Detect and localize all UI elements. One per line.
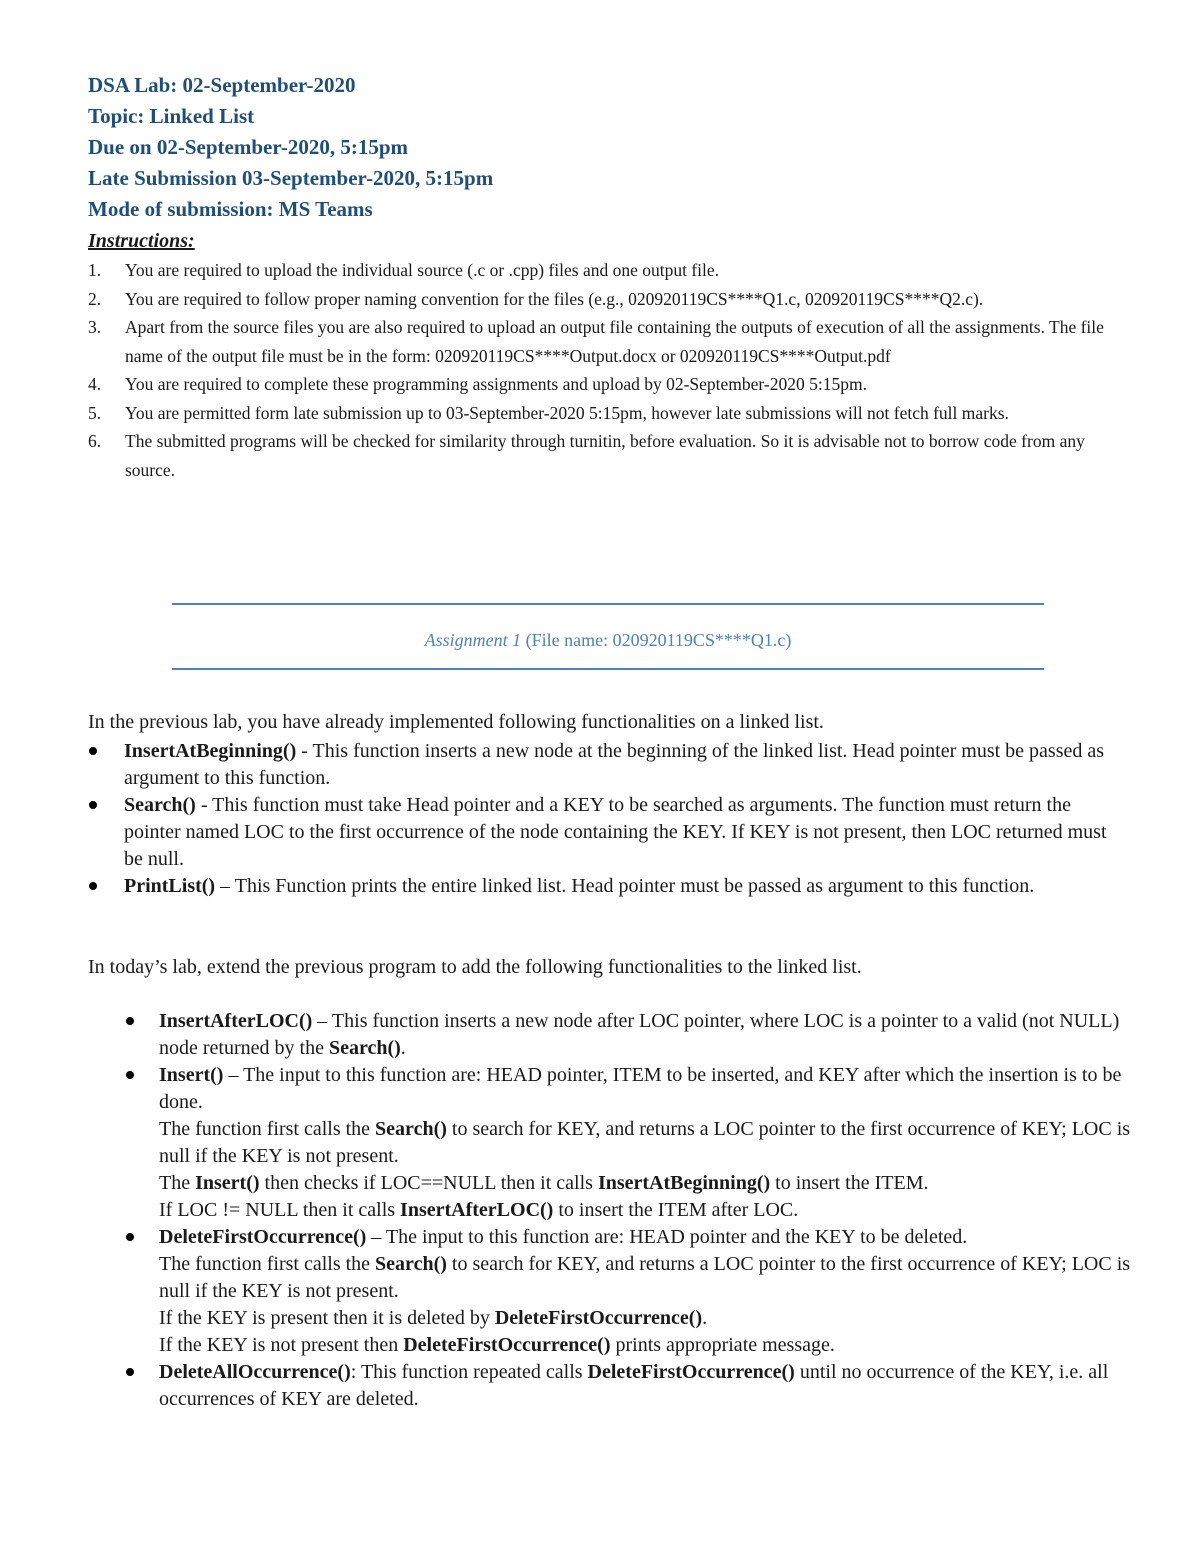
function-name: InsertAtBeginning() [124,740,297,762]
bullet-icon [126,1017,134,1025]
function-description: If the KEY is not present then [159,1334,404,1356]
bullet-icon [89,801,97,809]
assignment-label: Assignment 1 [424,630,522,650]
function-description: – The input to this function are: HEAD pointer and the KEY to be deleted. [366,1226,968,1248]
assignment-title [172,626,1044,654]
bullet-icon [126,1233,134,1241]
previous-intro: In the previous lab, you have already implemented following functionalities on a linked list. [88,711,824,733]
instruction-number: 6. [88,431,102,451]
instruction-number: 4. [88,374,102,394]
function-reference: DeleteFirstOccurrence() [494,1307,703,1329]
instruction-item [88,285,1128,314]
function-description: . [400,1037,406,1059]
function-description: If LOC != NULL then it calls [159,1199,401,1221]
function-description: until no occurrence of the KEY, i.e. all occurrences of KEY are deleted. [159,1361,1109,1410]
lab-topic: Topic: Linked List [88,104,255,128]
function-description: – The input to this function are: HEAD pointer, ITEM to be inserted, and KEY after which the insertion is to be done. [159,1064,1122,1113]
function-name: PrintList() [124,875,216,897]
function-name: InsertAfterLOC() [159,1010,313,1032]
function-name: DeleteFirstOccurrence() [159,1226,367,1248]
function-reference: Search() [375,1118,447,1140]
instruction-number: 5. [88,402,102,423]
function-description: – This Function prints the entire linked list. Head pointer must be passed as argument to this function. [215,875,1035,897]
instruction-item [88,427,1128,484]
list-item [124,1224,1134,1359]
function-line [159,1116,1134,1170]
instructions-list [88,256,1128,484]
function-description: to search for KEY, and returns a LOC pointer to the first occurrence of KEY; LOC is null if the KEY is not present. [159,1118,1131,1167]
instruction-item [88,370,1128,399]
instruction-item [88,256,1128,285]
instruction-item [88,399,1128,428]
function-description: to search for KEY, and returns a LOC pointer to the first occurrence of KEY; LOC is null if the KEY is not present. [159,1253,1131,1302]
function-line [159,1197,1134,1224]
instructions-heading: Instructions: [88,230,195,252]
lab-header [88,70,493,225]
function-reference: InsertAfterLOC() [400,1199,554,1221]
instruction-text: You are required to follow proper naming convention for the files (e.g., 020920119CS****Q1.c, 020920119CS****Q2.c). [125,288,984,309]
function-description: - This function inserts a new node at the beginning of the linked list. Head pointer must be passed as argument to this function. [124,740,1105,789]
function-name: Insert() [159,1064,224,1086]
function-name: Search() [124,794,196,816]
bullet-icon [126,1368,134,1376]
submission-mode: Mode of submission: MS Teams [88,197,373,221]
list-item [88,738,1128,792]
list-item [124,1008,1134,1062]
assignment-filename: (File name: 020920119CS****Q1.c) [525,630,792,650]
divider-bottom [172,668,1044,670]
function-description: to insert the ITEM after LOC. [553,1199,799,1221]
instruction-item [88,313,1128,370]
function-reference: InsertAtBeginning() [597,1172,771,1194]
bullet-icon [126,1071,134,1079]
list-item [88,873,1128,900]
instruction-text: You are permitted form late submission up to 03-September-2020 5:15pm, however late submissions will not fetch full marks. [125,402,1009,423]
today-intro: In today’s lab, extend the previous program to add the following functionalities to the linked list. [88,956,862,978]
function-line [159,1332,1134,1359]
function-reference: DeleteFirstOccurrence() [587,1361,795,1383]
function-reference: Insert() [195,1172,260,1194]
instruction-number: 1. [88,260,102,280]
function-description: then checks if LOC==NULL then it calls [259,1172,598,1194]
function-description: - This function must take Head pointer and a KEY to be searched as arguments. The function must return the pointer named LOC to the first occurrence of the node containing the KEY. If KEY is not present, then LOC returned must be null. [124,794,1107,870]
function-description: The function first calls the [159,1118,376,1140]
divider-top [172,603,1044,605]
instruction-text: You are required to complete these programming assignments and upload by 02-September-2020 5:15pm. [125,374,867,394]
function-description: The function first calls the [159,1253,376,1275]
bullet-icon [89,747,97,755]
instruction-number: 3. [88,317,102,337]
list-item [88,792,1128,873]
function-line [159,1251,1134,1305]
function-reference: Search() [328,1037,401,1059]
function-description: to insert the ITEM. [770,1172,929,1194]
function-description: : This function repeated calls [350,1361,588,1383]
function-line [159,1062,1134,1116]
instruction-number: 2. [88,288,102,309]
instruction-text: The submitted programs will be checked for similarity through turnitin, before evaluation. So it is advisable not to borrow code from any source. [125,431,1085,480]
function-description: – This function inserts a new node after LOC pointer, where LOC is a pointer to a valid (not NULL) node returned by the [159,1010,1120,1059]
function-reference: Search() [375,1253,447,1275]
late-submission: Late Submission 03-September-2020, 5:15pm [88,166,494,190]
function-description: If the KEY is present then it is deleted by [159,1307,495,1329]
function-reference: DeleteFirstOccurrence() [403,1334,611,1356]
function-description: prints appropriate message. [610,1334,835,1356]
bullet-icon [89,882,97,890]
function-description: . [702,1307,708,1329]
function-name: DeleteAllOccurrence() [159,1361,351,1383]
lab-date: DSA Lab: 02-September-2020 [88,73,356,97]
list-item [124,1359,1134,1413]
due-date: Due on 02-September-2020, 5:15pm [88,135,409,159]
list-item [124,1062,1134,1224]
function-description: The [159,1172,196,1194]
instruction-text: You are required to upload the individual source (.c or .cpp) files and one output file. [125,260,720,280]
function-line [159,1305,1134,1332]
function-line [159,1170,1134,1197]
previous-functions-list [88,738,1128,900]
function-line [159,1224,1134,1251]
today-functions-list [124,1008,1134,1413]
instruction-text: Apart from the source files you are also required to upload an output file containing the outputs of execution of all the assignments. The file name of the output file must be in the form: 020920119CS****Output.docx or 020920119CS****Output.pdf [125,317,1104,366]
